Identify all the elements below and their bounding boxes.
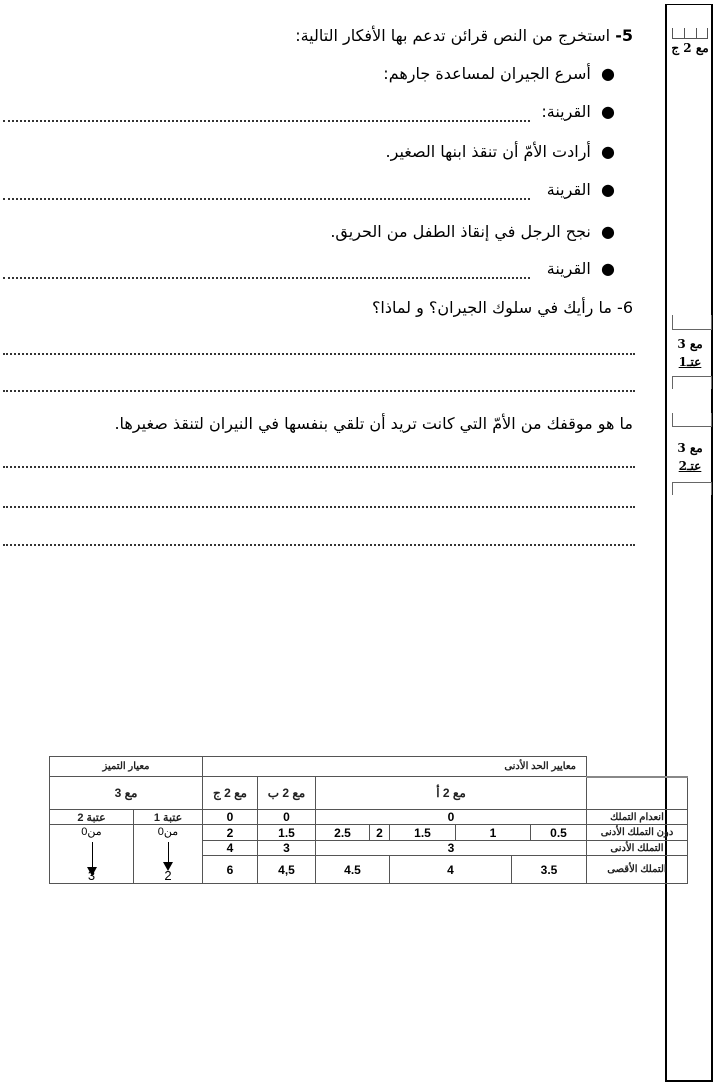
answer-line[interactable] (3, 277, 530, 279)
evidence-item-3 (547, 259, 615, 278)
score-cell: 3 (258, 841, 316, 856)
range-from: من0 (81, 826, 102, 838)
table-row-below-min (50, 825, 688, 841)
arrow-down-icon (92, 842, 93, 870)
score-cell: 3.5 (512, 856, 587, 884)
score-box (672, 376, 712, 389)
row-label: انعدام التملك (587, 810, 688, 825)
score-box-ticks (672, 28, 708, 39)
score-cell: 2 (370, 825, 390, 841)
criterion-2a-header: مع 2 أ (316, 777, 587, 810)
evidence-item-1 (541, 102, 615, 121)
score-box (672, 482, 712, 495)
bullet-icon: ● (601, 222, 615, 241)
row-label: دون التملك الأدنى (587, 825, 688, 841)
empty-cell (587, 757, 688, 777)
idea-text: أرادت الأمّ أن تنقذ ابنها الصغير. (385, 142, 591, 161)
score-cell: 0 (316, 810, 587, 825)
min-criteria-header: معايير الحد الأدنى (203, 757, 587, 777)
idea-item-2 (386, 142, 615, 161)
score-box (672, 315, 712, 330)
score-cell: 2.5 (316, 825, 370, 841)
score-cell: 4 (390, 856, 512, 884)
score-cell: 4.5 (316, 856, 390, 884)
answer-line[interactable] (3, 198, 530, 200)
question-number: 6- (617, 298, 633, 317)
evidence-item-2 (547, 180, 615, 199)
range-to: 3 (87, 868, 96, 883)
grading-margin-column (665, 4, 713, 1082)
bullet-icon: ● (601, 102, 615, 121)
threshold-1-range (134, 825, 203, 884)
score-cell: 1 (456, 825, 531, 841)
grading-criteria-table (49, 756, 688, 884)
criterion-2c-header: مع 2 ج (203, 777, 258, 810)
question-text: ما رأيك في سلوك الجيران؟ و لماذا؟ (371, 298, 612, 317)
arrow-down-icon (168, 842, 169, 864)
evidence-label: القرينة (546, 180, 591, 199)
score-cell: 2 (203, 825, 258, 841)
empty-cell (587, 777, 688, 810)
answer-line[interactable] (3, 353, 635, 355)
score-cell: 3 (316, 841, 587, 856)
score-cell: 0.5 (531, 825, 587, 841)
criterion-label-2c: مع 2 ج (671, 41, 709, 55)
bullet-icon: ● (601, 180, 615, 199)
idea-item-3 (330, 222, 615, 241)
answer-line[interactable] (3, 390, 635, 392)
answer-line[interactable] (3, 544, 635, 546)
answer-line[interactable] (3, 506, 635, 508)
answer-line[interactable] (3, 120, 530, 122)
question-6-followup: ما هو موقفك من الأمّ التي كانت تريد أن تلقي بنفسها في النيران لتنقذ صغيرها. (114, 414, 633, 433)
idea-item-1 (383, 64, 615, 83)
question-number: 5- (615, 26, 633, 45)
table-row-none (50, 810, 688, 825)
row-label: التملك الأدنى (587, 841, 688, 856)
row-label: التملك الأقصى (587, 856, 688, 884)
bullet-icon: ● (601, 64, 615, 83)
criterion-3-header: مع 3 (50, 777, 203, 810)
score-cell: 4 (203, 841, 258, 856)
criteria-row (50, 777, 688, 810)
idea-text: نجح الرجل في إنقاذ الطفل من الحريق. (330, 222, 591, 241)
excellence-header: معيار التميز (50, 757, 203, 777)
score-cell: 0 (203, 810, 258, 825)
question-text: استخرج من النص قرائن تدعم بها الأفكار التالية: (295, 26, 611, 45)
idea-text: أسرع الجيران لمساعدة جارهم: (383, 64, 591, 83)
evidence-label: القرينة: (541, 102, 591, 121)
bullet-icon: ● (601, 259, 615, 278)
score-cell: 1.5 (390, 825, 456, 841)
range-to: 2 (164, 868, 172, 883)
score-cell: 6 (203, 856, 258, 884)
evidence-label: القرينة (546, 259, 591, 278)
score-cell: 1.5 (258, 825, 316, 841)
bullet-icon: ● (601, 142, 615, 161)
score-cell: 4,5 (258, 856, 316, 884)
criterion-label-3: مع 3 (677, 337, 703, 351)
score-box (672, 413, 712, 427)
range-from: من0 (157, 826, 179, 838)
table-header-row (50, 757, 688, 777)
score-cell: 0 (258, 810, 316, 825)
answer-line[interactable] (3, 466, 635, 468)
criterion-label-3: مع 3 (677, 441, 703, 455)
threshold-2-range (50, 825, 134, 884)
question-6-title (372, 298, 633, 317)
criterion-2b-header: مع 2 ب (258, 777, 316, 810)
question-5-title (295, 26, 633, 45)
threshold-2-header: عتبة 2 (50, 810, 134, 825)
threshold-label-1: عتـ1 (678, 355, 702, 369)
threshold-1-header: عتبة 1 (134, 810, 203, 825)
threshold-label-2: عتـ2 (678, 459, 702, 473)
